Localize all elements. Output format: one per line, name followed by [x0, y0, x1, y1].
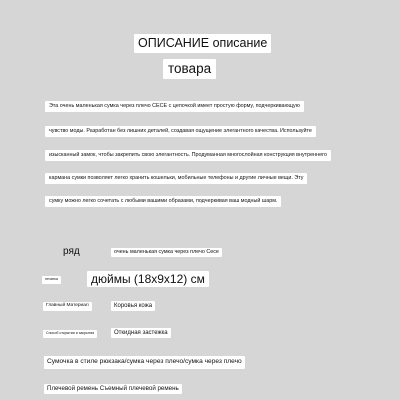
row-label: ряд [63, 246, 80, 257]
closure-label: Способ открытия и закрытия [43, 330, 97, 338]
description-line: изысканный замок, чтобы закрепить свою элегантность. Продуманная многослойная конструкция внутреннего [45, 150, 331, 161]
description-line: Эта очень маленькая сумка через плечо CECE с цепочкой имеет простую форму, подчеркивающую [45, 101, 304, 112]
closure-value: Откидная застежка [111, 328, 171, 338]
material-label: Главный Материал [43, 302, 92, 311]
material-value: Коровья кожа [111, 301, 155, 311]
page-subtitle: товара [163, 59, 216, 79]
row-value: очень маленькая сумка через плечо Cece [111, 248, 222, 257]
style-text: Сумочка в стиле рюкзака/сумка через плечо/сумка через плечо [44, 356, 245, 369]
description-line: сумку можно легко сочетать с любыми вашими образами, подчеркивая ваш модный шарм. [45, 196, 281, 207]
size-value: дюймы (18x9x12) см [87, 271, 209, 287]
page-title: ОПИСАНИЕ описание [134, 34, 271, 53]
description-line: кармана сумки позволяет легко хранить кошельки, мобильные телефоны и другие личные вещи. Эту [45, 173, 307, 184]
size-label: печатка [42, 276, 61, 284]
description-line: чувство моды. Разработан без лишних деталей, создавая ощущение элегантного качества. Используйте [45, 126, 316, 137]
strap-text: Плечевой ремень Съемный плечевой ремень [44, 384, 182, 394]
